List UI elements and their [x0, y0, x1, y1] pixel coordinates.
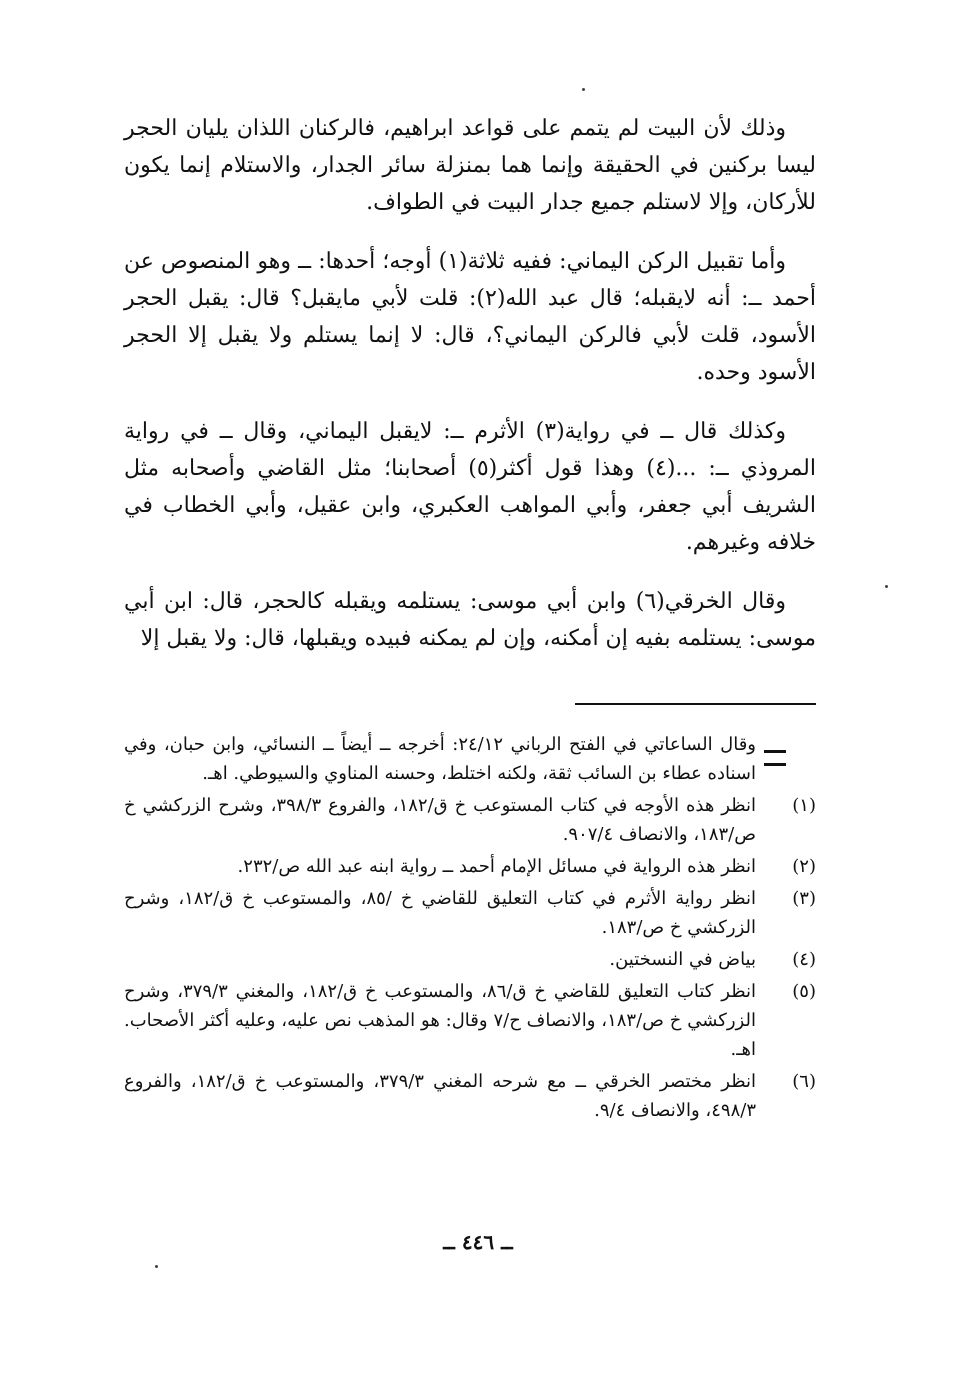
footnote-number: (٥): [792, 981, 816, 1002]
footnote-number: (٤): [792, 949, 816, 970]
footnote-number: (٣): [792, 888, 816, 909]
paragraph: وكذلك قال ــ في رواية(٣) الأثرم ــ: لايقبل اليماني، وقال ــ في رواية المروذي ــ: ...(٤) وهذا قول أكثر(٥) أصحابنا؛ مثل القاضي وأصحابه مثل الشريف أبي جعفر، وأبي المواهب العكبري، وابن عقيل، وأبي الخطاب في خلافه وغيرهم.: [124, 419, 817, 555]
page-number: ــ ٤٤٦ ــ: [443, 1230, 513, 1254]
footnote: [124, 1067, 816, 1125]
footnote-number: (٢): [792, 856, 816, 877]
scan-speck: [885, 585, 888, 588]
footnote: [124, 791, 816, 849]
footnote: [124, 977, 816, 1064]
footnotes: [124, 730, 816, 1128]
scan-speck: [155, 1265, 158, 1268]
footnote-text: بياض في النسختين.: [609, 949, 756, 970]
footnote: [124, 884, 816, 942]
footnote-separator: [575, 703, 816, 705]
paragraph: وأما تقبيل الركن اليماني: ففيه ثلاثة(١) أوجه؛ أحدها: ــ وهو المنصوص عن أحمد ــ: أنه لايقبله؛ قال عبد الله(٢): قلت لأبي مايقبل؟ قال: يقبل الحجر الأسود، قلت لأبي فالركن اليماني؟، قال: لا إنما يستلم ولا يقبل إلا الحجر الأسود وحده.: [124, 249, 816, 385]
footnote-text: انظر رواية الأثرم في كتاب التعليق للقاضي خ /٨٥، والمستوعب خ ق/١٨٢، وشرح الزركشي خ ص/١٨٣.: [124, 888, 757, 938]
paragraph: وذلك لأن البيت لم يتمم على قواعد ابراهيم، فالركنان اللذان يليان الحجر ليسا بركنين في الحقيقة وإنما هما بمنزلة سائر الجدار، والاستلام إنما يكون للأركان، وإلا لاستلم جميع جدار البيت في الطواف.: [124, 116, 816, 215]
footnote: [124, 730, 816, 788]
footnote: [124, 945, 816, 974]
main-text: [124, 110, 816, 657]
scan-speck: [582, 88, 585, 91]
footnote-text: انظر كتاب التعليق للقاضي خ ق/٨٦، والمستوعب خ ق/١٨٢، والمغني ٣٧٩/٣، وشرح الزركشي خ ص/١٨٣، والانصاف ح/٧ وقال: هو المذهب نص عليه، وعليه أكثر الأصحاب. اهـ.: [124, 981, 756, 1060]
footnote-text: انظر هذه الأوجه في كتاب المستوعب خ ق/١٨٢، والفروع ٣٩٨/٣، وشرح الزركشي خ ص/١٨٣، والانصاف ٩٠٧/٤.: [124, 795, 756, 845]
footnote-number: (٦): [792, 1071, 816, 1092]
paragraph: وقال الخرقي(٦) وابن أبي موسى: يستلمه ويقبله كالحجر، قال: ابن أبي موسى: يستلمه بفيه إن أمكنه، وإن لم يمكنه فبيده ويقبلها، قال: ولا يقبل إلا: [124, 589, 816, 651]
footnote-text: وقال الساعاتي في الفتح الرباني ٢٤/١٢: أخرجه ــ أيضاً ــ النسائي، وابن حبان، وفي اسناده عطاء بن السائب ثقة، ولكنه اختلط، وحسنه المناوي والسيوطي. اهـ.: [124, 734, 757, 784]
footnote-number: (١): [792, 795, 816, 816]
footnote-text: انظر هذه الرواية في مسائل الإمام أحمد ــ رواية ابنه عبد الله ص/٢٣٢.: [237, 856, 756, 877]
footnote-number: [756, 730, 816, 788]
footnote-text: انظر مختصر الخرقي ــ مع شرحه المغني ٣٧٩/٣، والمستوعب خ ق/١٨٢، والفروع ٤٩٨/٣، والانصاف ٩/٤.: [124, 1071, 756, 1121]
footnote: [124, 852, 816, 881]
